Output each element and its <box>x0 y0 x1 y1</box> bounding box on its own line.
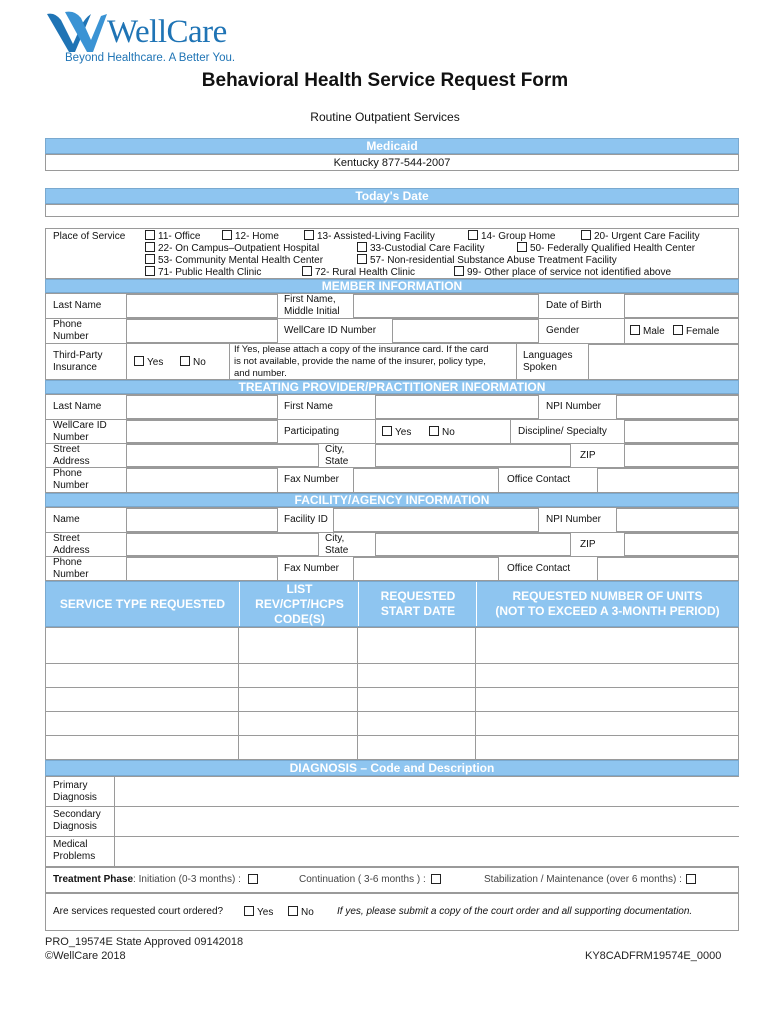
insurance-note-line-3: and number. <box>234 368 287 379</box>
provider-last-name-label: Last Name <box>53 401 102 412</box>
provider-state-label: State <box>325 456 349 467</box>
facility-fax-label: Fax Number <box>284 563 340 574</box>
wellcare-logo <box>45 8 255 68</box>
checkbox-icon[interactable] <box>429 426 439 436</box>
secondary-diagnosis-label: Secondary <box>53 809 101 820</box>
third-party-no-option[interactable]: No <box>180 356 206 369</box>
form-title: Behavioral Health Service Request Form <box>201 70 569 91</box>
medicaid-bar: Medicaid <box>45 138 739 154</box>
secondary-diagnosis-input[interactable] <box>115 807 739 836</box>
checkbox-icon[interactable] <box>673 325 683 335</box>
form-code: KY8CADFRM19574E_0000 <box>585 950 722 962</box>
languages-label: Languages <box>523 350 573 361</box>
provider-npi-input[interactable] <box>616 395 739 419</box>
facility-id-input[interactable] <box>333 508 539 532</box>
provider-first-name-input[interactable] <box>375 395 539 419</box>
initiation-label: : Initiation (0-3 months) : <box>133 874 241 885</box>
third-party-label-2: Insurance <box>53 362 97 373</box>
pos-option-50[interactable]: 50- Federally Qualified Health Center <box>517 242 695 255</box>
provider-street-label: Street <box>53 444 80 455</box>
member-info-bar: MEMBER INFORMATION <box>45 279 739 293</box>
primary-diagnosis-label-2: Diagnosis <box>53 792 97 803</box>
provider-info-bar: TREATING PROVIDER/PRACTITIONER INFORMATION <box>45 380 739 394</box>
discipline-input[interactable] <box>624 420 739 443</box>
provider-wellcare-id-label-2: Number <box>53 432 89 443</box>
primary-diagnosis-label: Primary <box>53 780 88 791</box>
facility-office-contact-input[interactable] <box>597 557 739 581</box>
provider-phone-label-2: Number <box>53 480 89 491</box>
checkbox-icon[interactable] <box>288 906 298 916</box>
checkbox-icon[interactable] <box>145 230 155 240</box>
member-dob-input[interactable] <box>624 294 739 318</box>
checkbox-icon[interactable] <box>145 254 155 264</box>
checkbox-icon[interactable] <box>382 426 392 436</box>
facility-office-contact-label: Office Contact <box>507 563 571 574</box>
provider-office-contact-input[interactable] <box>597 468 739 493</box>
medicaid-line <box>45 154 739 171</box>
member-first-name-label: First Name, <box>284 294 336 305</box>
divider <box>45 711 739 712</box>
copyright: ©WellCare 2018 <box>45 950 126 962</box>
checkbox-icon[interactable] <box>304 230 314 240</box>
pos-option-99[interactable]: 99- Other place of service not identified above <box>454 266 671 279</box>
logo-tagline: Beyond Healthcare. A Better You. <box>65 52 236 64</box>
logo-wordmark: WellCare <box>107 14 227 50</box>
services-table-header <box>45 581 739 627</box>
pos-option-71[interactable]: 71- Public Health Clinic <box>145 266 261 279</box>
facility-zip-input[interactable] <box>624 533 739 556</box>
provider-zip-label: ZIP <box>580 450 596 461</box>
gender-female-option[interactable]: Female <box>673 325 719 338</box>
provider-street-input[interactable] <box>126 444 319 467</box>
pos-option-14[interactable]: 14- Group Home <box>468 230 555 243</box>
member-phone-label-2: Number <box>53 331 89 342</box>
col-units-line-1: REQUESTED NUMBER OF UNITS <box>512 589 703 603</box>
member-dob-label: Date of Birth <box>546 300 602 311</box>
provider-fax-label: Fax Number <box>284 474 340 485</box>
member-wellcare-id-input[interactable] <box>392 319 539 343</box>
provider-city-input[interactable] <box>375 444 571 467</box>
insurance-note-line-2: is not available, provide the name of the insurer, policy type, <box>234 356 486 367</box>
services-table-body <box>45 627 739 760</box>
member-first-name-input[interactable] <box>353 294 539 318</box>
facility-name-input[interactable] <box>126 508 278 532</box>
todays-date-bar: Today's Date <box>45 188 739 204</box>
court-order-note: If yes, please submit a copy of the court order and all supporting documentation. <box>337 906 693 917</box>
checkbox-icon[interactable] <box>357 242 367 252</box>
divider <box>510 419 511 443</box>
pos-option-53[interactable]: 53- Community Mental Health Center <box>145 254 323 267</box>
facility-city-label: City, <box>325 533 345 544</box>
provider-fax-input[interactable] <box>353 468 499 493</box>
member-last-name-label: Last Name <box>53 300 102 311</box>
treatment-phase-row <box>53 874 241 886</box>
divider <box>45 687 739 688</box>
primary-diagnosis-input[interactable] <box>115 777 739 806</box>
insurance-note-line-1: If Yes, please attach a copy of the insurance card. If the card <box>234 344 489 355</box>
col-service-type: SERVICE TYPE REQUESTED <box>59 597 226 611</box>
stabilization-label: Stabilization / Maintenance (over 6 months) : <box>484 874 682 885</box>
col-units <box>477 589 738 619</box>
pos-option-11[interactable]: 11- Office <box>145 230 200 243</box>
secondary-diagnosis-label-2: Diagnosis <box>53 821 97 832</box>
checkbox-icon[interactable] <box>630 325 640 335</box>
member-phone-label: Phone <box>53 319 82 330</box>
provider-first-name-label: First Name <box>284 401 333 412</box>
facility-name-label: Name <box>53 514 80 525</box>
facility-street-label-2: Address <box>53 545 90 556</box>
col-codes-line-3: CODE(S) <box>274 612 325 626</box>
diagnosis-bar: DIAGNOSIS – Code and Description <box>45 760 739 776</box>
medical-problems-label-2: Problems <box>53 851 96 862</box>
provider-last-name-input[interactable] <box>126 395 278 419</box>
discipline-label: Discipline/ Specialty <box>518 426 607 437</box>
facility-phone-input[interactable] <box>126 557 278 581</box>
member-middle-initial-label: Middle Initial <box>284 306 340 317</box>
provider-wellcare-id-label: WellCare ID <box>53 420 107 431</box>
col-codes-line-1: LIST <box>286 582 313 596</box>
checkbox-icon[interactable] <box>145 266 155 276</box>
provider-wellcare-id-input[interactable] <box>126 420 278 443</box>
checkbox-icon[interactable] <box>180 356 190 366</box>
gender-male-option[interactable]: Male <box>630 325 665 338</box>
checkbox-icon[interactable] <box>357 254 367 264</box>
initiation-checkbox[interactable] <box>248 874 258 884</box>
facility-street-input[interactable] <box>126 533 319 556</box>
pos-option-33[interactable]: 33-Custodial Care Facility <box>357 242 485 255</box>
provider-street-label-2: Address <box>53 456 90 467</box>
continuation-checkbox[interactable] <box>431 874 441 884</box>
provider-zip-input[interactable] <box>624 444 739 467</box>
col-start-date-line-1: REQUESTED <box>380 589 456 603</box>
divider <box>45 663 739 664</box>
provider-phone-input[interactable] <box>126 468 278 493</box>
col-start-date-line-2: START DATE <box>380 604 456 618</box>
facility-phone-label-2: Number <box>53 569 89 580</box>
medical-problems-input[interactable] <box>115 837 739 866</box>
member-gender-label: Gender <box>546 325 580 336</box>
member-last-name-input[interactable] <box>126 294 278 318</box>
treatment-phase-label: Treatment Phase <box>53 874 134 885</box>
checkbox-icon[interactable] <box>581 230 591 240</box>
wellcare-logo-mark-icon <box>45 10 107 54</box>
medical-problems-label: Medical <box>53 839 88 850</box>
divider <box>624 319 625 343</box>
court-yes-option[interactable]: Yes <box>244 906 273 919</box>
provider-npi-label: NPI Number <box>546 401 602 412</box>
court-no-option[interactable]: No <box>288 906 314 919</box>
pos-option-20[interactable]: 20- Urgent Care Facility <box>581 230 700 243</box>
facility-state-label: State <box>325 545 349 556</box>
col-codes-line-2: REV/CPT/HCPS <box>255 597 344 611</box>
languages-label-2: Spoken <box>523 362 557 373</box>
participating-label: Participating <box>284 426 340 437</box>
pos-option-57[interactable]: 57- Non-residential Substance Abuse Treatment Facility <box>357 254 617 267</box>
facility-city-input[interactable] <box>375 533 571 556</box>
facility-fax-input[interactable] <box>353 557 499 581</box>
todays-date-field[interactable] <box>45 204 739 217</box>
place-of-service-label: Place of Service <box>53 231 126 242</box>
col-units-line-2: (NOT TO EXCEED A 3-MONTH PERIOD) <box>495 604 720 618</box>
participating-yes-option[interactable]: Yes <box>382 426 411 439</box>
form-id: PRO_19574E State Approved 09142018 <box>45 936 244 948</box>
facility-info-bar: FACILITY/AGENCY INFORMATION <box>45 493 739 507</box>
divider <box>375 419 376 443</box>
facility-npi-label: NPI Number <box>546 514 602 525</box>
facility-id-label: Facility ID <box>284 514 328 525</box>
divider <box>516 343 517 380</box>
member-wellcare-id-label: WellCare ID Number <box>284 325 377 336</box>
divider <box>229 343 230 380</box>
checkbox-icon[interactable] <box>222 230 232 240</box>
languages-input[interactable] <box>588 344 739 380</box>
checkbox-icon[interactable] <box>134 356 144 366</box>
medicaid-phone: Kentucky 877-544-2007 <box>333 157 451 169</box>
facility-npi-input[interactable] <box>616 508 739 532</box>
checkbox-icon[interactable] <box>454 266 464 276</box>
col-start-date <box>359 589 477 619</box>
facility-phone-label: Phone <box>53 557 82 568</box>
checkbox-icon[interactable] <box>517 242 527 252</box>
divider <box>357 627 358 760</box>
divider <box>126 343 127 380</box>
third-party-yes-option[interactable]: Yes <box>134 356 163 369</box>
pos-option-12[interactable]: 12- Home <box>222 230 279 243</box>
checkbox-icon[interactable] <box>244 906 254 916</box>
provider-phone-label: Phone <box>53 468 82 479</box>
checkbox-icon[interactable] <box>302 266 312 276</box>
continuation-label: Continuation ( 3-6 months ) : <box>299 874 426 885</box>
pos-option-72[interactable]: 72- Rural Health Clinic <box>302 266 415 279</box>
pos-option-22[interactable]: 22- On Campus–Outpatient Hospital <box>145 242 319 255</box>
divider <box>45 735 739 736</box>
facility-street-label: Street <box>53 533 80 544</box>
provider-city-label: City, <box>325 444 345 455</box>
stabilization-checkbox[interactable] <box>686 874 696 884</box>
member-phone-input[interactable] <box>126 319 278 343</box>
facility-zip-label: ZIP <box>580 539 596 550</box>
form-subtitle: Routine Outpatient Services <box>310 110 460 124</box>
court-ordered-question: Are services requested court ordered? <box>53 906 224 917</box>
provider-office-contact-label: Office Contact <box>507 474 571 485</box>
divider <box>238 627 239 760</box>
checkbox-icon[interactable] <box>468 230 478 240</box>
divider <box>475 627 476 760</box>
pos-option-13[interactable]: 13- Assisted-Living Facility <box>304 230 435 243</box>
checkbox-icon[interactable] <box>145 242 155 252</box>
participating-no-option[interactable]: No <box>429 426 455 439</box>
col-codes <box>240 582 359 627</box>
third-party-label: Third-Party <box>53 350 103 361</box>
